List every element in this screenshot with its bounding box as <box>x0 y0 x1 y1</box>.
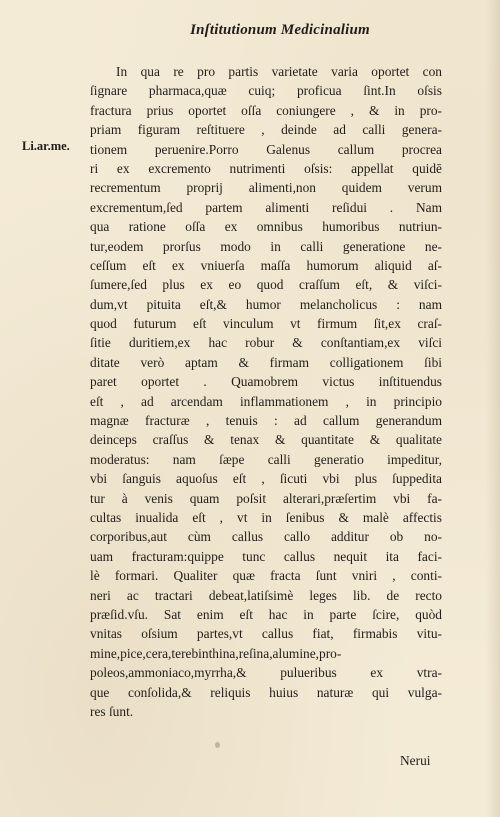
text-line: uam fracturam:quippe tunc callus nequit ita faci- <box>90 548 442 564</box>
body-text <box>90 62 442 721</box>
text-line: ri ex excremento nutrimenti oſsis: appellat quidē <box>90 160 442 176</box>
text-line: ceſſum eſt ex vniuerſa maſſa humorum aliquid aſ- <box>90 257 442 273</box>
text-line: quod futurum eſt vinculum vt firmum ſit,ex craſ- <box>90 316 442 332</box>
text-line: paret oportet . Quamobrem victus inſtituendus <box>90 374 442 390</box>
text-line: res ſunt. <box>90 703 134 719</box>
text-line: ſumere,ſed plus ex eo quod craſſum eſt, & viſci- <box>90 277 442 293</box>
catchword: Nerui <box>400 753 431 768</box>
text-line: præſid.vſu. Sat enim eſt hac in parte ſcire, quòd <box>90 606 442 622</box>
text-line: vbi ſanguis aquoſus eſt , ſicuti vbi plus ſuppedita <box>90 471 442 487</box>
ink-blot <box>215 742 220 748</box>
text-line: excrementum,ſed partem alimenti reſidui . Nam <box>90 199 442 215</box>
text-line: fractura prius oportet oſſa coniungere , & in pro- <box>90 102 442 118</box>
text-line: lè formari. Qualiter quæ fracta ſunt vniri , conti- <box>90 568 442 584</box>
running-head: Inſtitutionum Medicinalium <box>190 22 370 38</box>
text-line: tionem peruenire.Porro Galenus callum procrea <box>90 141 442 157</box>
text-line: vnitas oſsium partes,vt callus fiat, firmabis vitu- <box>90 626 442 642</box>
text-line: deinceps craſſus & tenax & quantitate & qualitate <box>90 432 442 448</box>
text-line: tur,eodem prorſus modo in calli generatione ne- <box>90 238 442 254</box>
text-line: poleos,ammoniaco,myrrha,& pulueribus ex vtra- <box>90 665 442 681</box>
marginal-note: Li.ar.me. <box>22 139 70 153</box>
text-line: que conſolida,& reliquis huius naturæ qui vulga- <box>90 684 442 700</box>
text-line: dum,vt pituita eſt,& humor melancholicus : nam <box>90 296 442 312</box>
text-line: ſitie duritiem,ex hac robur & conſtantiam,ex viſci <box>90 335 442 351</box>
text-line: neri ac tractari debeat,latiſsimè leges lib. de recto <box>90 587 442 603</box>
text-line: tur à venis quam poſsit alterari,præſertim vbi fa- <box>90 490 442 506</box>
text-line: qua ratione oſſa ex omnibus humoribus nutriun- <box>90 219 442 235</box>
text-line: eſt , ad arcendam inflammationem , in principio <box>90 393 442 409</box>
text-line: recrementum proprij alimenti,non quidem verum <box>90 180 442 196</box>
text-line: ditate verò aptam & firmam colligationem ſibi <box>90 354 442 370</box>
text-line: corporibus,aut cùm callus callo additur ob no- <box>90 529 442 545</box>
text-line: moderatus: nam ſæpe calli generatio impeditur, <box>90 451 442 467</box>
text-line: priam figuram reſtituere , deinde ad calli genera- <box>90 122 442 138</box>
text-line: magnæ fracturæ , tenuis : ad callum generandum <box>90 413 442 429</box>
text-line: ſignare pharmaca,quæ cuiq; proficua ſint.In oſsis <box>90 83 442 99</box>
page-fold-shadow <box>486 0 500 817</box>
text-line: In qua re pro partis varietate varia oportet con <box>116 64 442 79</box>
text-line: mine,pice,cera,terebinthina,reſina,alumine,pro- <box>90 645 342 661</box>
text-line: cultas inualida eſt , vt in ſenibus & malè affectis <box>90 509 442 525</box>
